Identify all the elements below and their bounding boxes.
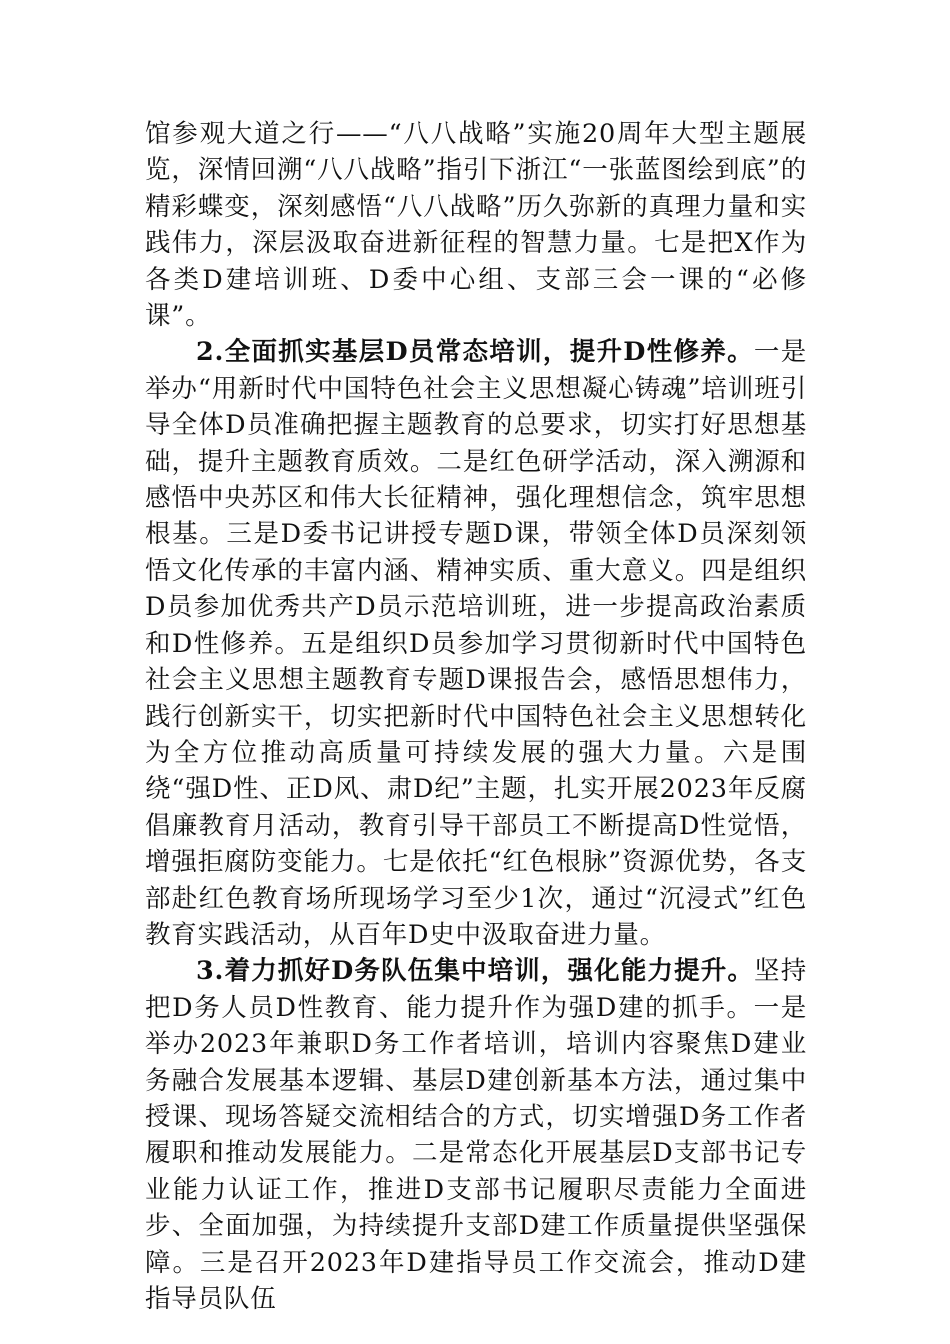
- paragraph-2-text: 一是举办“用新时代中国特色社会主义思想凝心铸魂”培训班引导全体D员准确把握主题教育的总要求，切实打好思想基础，提升主题教育质效。二是红色研学活动，深入溯源和感悟中央苏区和伟大长征精神，强化理想信念，筑牢思想根基。三是D委书记讲授专题D课，带领全体D员深刻领悟文化传承的丰富内涵、精神实质、重大意义。四是组织D员参加优秀共产D员示范培训班，进一步提高政治素质和D性修养。五是组织D员参加学习贯彻新时代中国特色社会主义思想主题教育专题D课报告会，感悟思想伟力，践行创新实干，切实把新时代中国特色社会主义思想转化为全方位推动高质量可持续发展的强大力量。六是围绕“强D性、正D风、肃D纪”主题，扎实开展2023年反腐倡廉教育月活动，教育引导干部员工不断提高D性觉悟，增强拒腐防变能力。七是依托“红色根脉”资源优势，各支部赴红色教育场所现场学习至少1次，通过“沉浸式”红色教育实践活动，从百年D史中汲取奋进力量。: [145, 337, 807, 950]
- paragraph-2-heading: 2.全面抓实基层D员常态培训，提升D性修养。: [196, 337, 754, 368]
- document-page: [145, 116, 807, 1317]
- paragraph-1: [145, 116, 807, 334]
- paragraph-2: [145, 334, 807, 953]
- paragraph-3: [145, 953, 807, 1317]
- paragraph-3-text: 坚持把D务人员D性教育、能力提升作为强D建的抓手。一是举办2023年兼职D务工作者培训，培训内容聚焦D建业务融合发展基本逻辑、基层D建创新基本方法，通过集中授课、现场答疑交流相结合的方式，切实增强D务工作者履职和推动发展能力。二是常态化开展基层D支部书记专业能力认证工作，推进D支部书记履职尽责能力全面进步、全面加强，为持续提升支部D建工作质量提供坚强保障。三是召开2023年D建指导员工作交流会，推动D建指导员队伍: [145, 956, 807, 1314]
- paragraph-1-text: 馆参观大道之行——“八八战略”实施20周年大型主题展览，深情回溯“八八战略”指引下浙江“一张蓝图绘到底”的精彩蝶变，深刻感悟“八八战略”历久弥新的真理力量和实践伟力，深层汲取奋进新征程的智慧力量。七是把X作为各类D建培训班、D委中心组、支部三会一课的“必修课”。: [145, 119, 807, 332]
- paragraph-3-heading: 3.着力抓好D务队伍集中培训，强化能力提升。: [196, 956, 755, 987]
